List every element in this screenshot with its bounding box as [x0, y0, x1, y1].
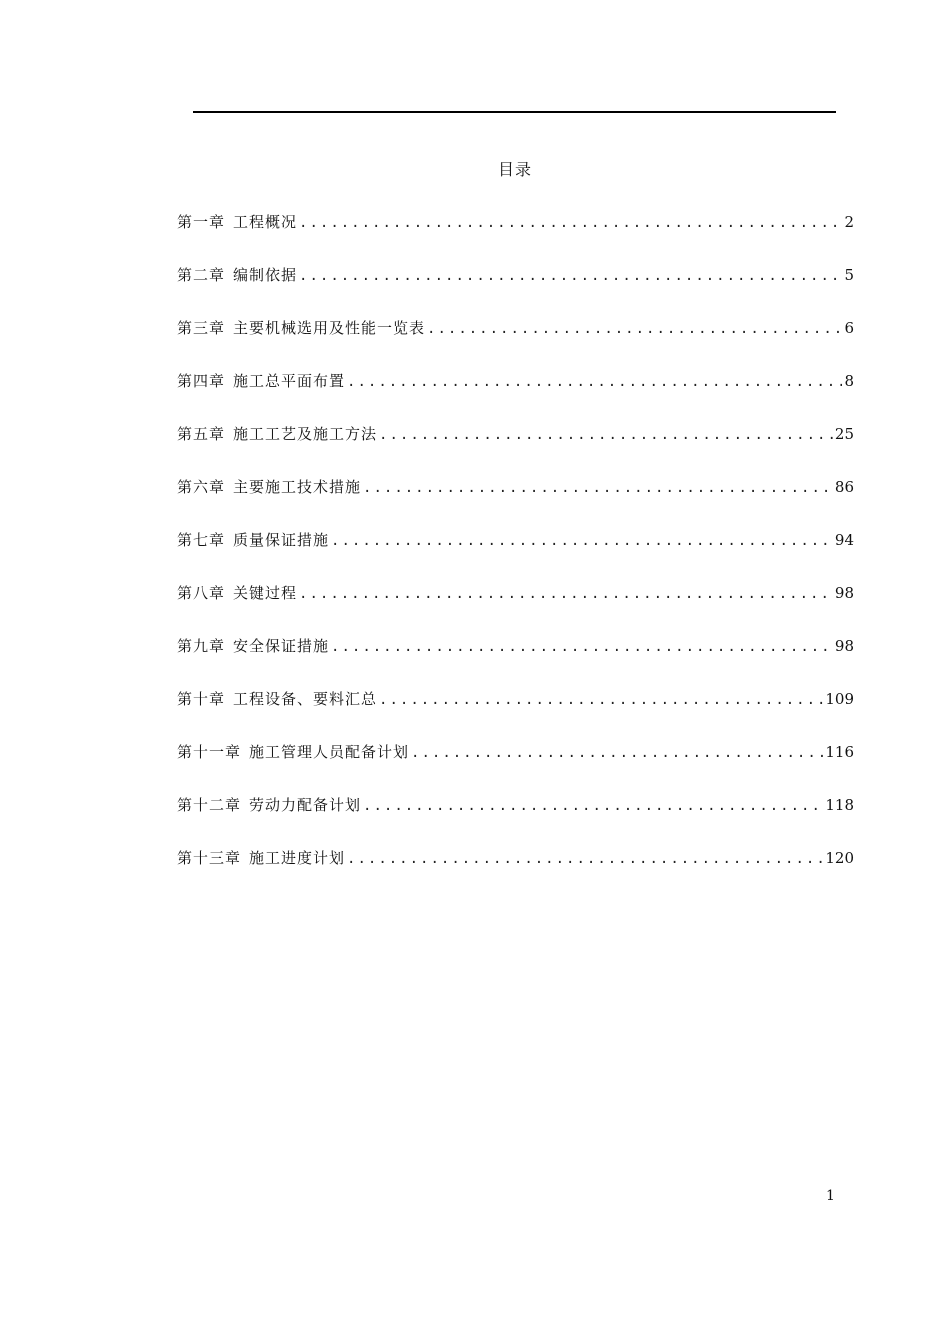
dot-leader — [347, 370, 842, 394]
toc-chapter-number: 第六章 — [177, 478, 226, 496]
toc-page-number: 98 — [834, 637, 854, 655]
dot-leader — [347, 847, 823, 871]
toc-chapter-number: 第三章 — [177, 319, 226, 337]
toc-chapter-number: 第十一章 — [177, 743, 242, 761]
dot-leader — [299, 264, 842, 288]
dot-leader — [363, 794, 823, 818]
toc-entry[interactable] — [177, 210, 854, 263]
toc-chapter-number: 第十二章 — [177, 796, 242, 814]
dot-leader — [427, 317, 842, 341]
toc-chapter-number: 第五章 — [177, 425, 226, 443]
dot-leader — [299, 211, 842, 235]
toc-entry-title: 安全保证措施 — [233, 637, 330, 655]
toc-entry-title: 工程概况 — [233, 213, 298, 231]
dot-leader — [331, 529, 833, 553]
toc-page-number: 2 — [844, 213, 854, 231]
toc-page-number: 120 — [825, 849, 854, 867]
dot-leader — [331, 635, 833, 659]
toc-chapter-number: 第十章 — [177, 690, 226, 708]
header-rule — [193, 111, 836, 113]
toc-entry-title: 质量保证措施 — [233, 531, 330, 549]
toc-entry[interactable] — [177, 687, 854, 740]
toc-entry-title: 编制依据 — [233, 266, 298, 284]
toc-entry-title: 劳动力配备计划 — [249, 796, 362, 814]
toc-chapter-number: 第九章 — [177, 637, 226, 655]
toc-page-number: 86 — [834, 478, 854, 496]
page-number: 1 — [826, 1188, 835, 1204]
toc-page-number: 8 — [844, 372, 854, 390]
toc-entry-title: 关键过程 — [233, 584, 298, 602]
toc-entry[interactable] — [177, 316, 854, 369]
toc-entry-title: 施工工艺及施工方法 — [233, 425, 378, 443]
toc-entry[interactable] — [177, 475, 854, 528]
toc-page-number: 5 — [844, 266, 854, 284]
toc-entry-title: 工程设备、要料汇总 — [233, 690, 378, 708]
toc-page-number: 118 — [825, 796, 854, 814]
toc-chapter-number: 第七章 — [177, 531, 226, 549]
toc-page-number: 94 — [834, 531, 854, 549]
toc-page-number: 98 — [834, 584, 854, 602]
toc-entry[interactable] — [177, 740, 854, 793]
toc-page-number: 6 — [844, 319, 854, 337]
dot-leader — [379, 688, 823, 712]
toc-title: 目录 — [497, 160, 532, 179]
dot-leader — [379, 423, 833, 447]
toc-chapter-number: 第八章 — [177, 584, 226, 602]
toc-chapter-number: 第四章 — [177, 372, 226, 390]
dot-leader — [363, 476, 833, 500]
toc-chapter-number: 第二章 — [177, 266, 226, 284]
toc-entry-title: 施工总平面布置 — [233, 372, 346, 390]
toc-entry[interactable] — [177, 263, 854, 316]
toc-chapter-number: 第十三章 — [177, 849, 242, 867]
toc-page-number: 25 — [834, 425, 854, 443]
toc-entry-title: 施工管理人员配备计划 — [249, 743, 410, 761]
toc-entry[interactable] — [177, 581, 854, 634]
toc-entry[interactable] — [177, 422, 854, 475]
dot-leader — [299, 582, 833, 606]
toc-entry-title: 主要机械选用及性能一览表 — [233, 319, 426, 337]
toc-entry[interactable] — [177, 369, 854, 422]
toc-page-number: 109 — [825, 690, 854, 708]
table-of-contents — [177, 210, 854, 899]
toc-entry-title: 施工进度计划 — [249, 849, 346, 867]
toc-page-number: 116 — [825, 743, 854, 761]
toc-entry[interactable] — [177, 528, 854, 581]
toc-entry[interactable] — [177, 846, 854, 899]
toc-entry-title: 主要施工技术措施 — [233, 478, 362, 496]
toc-entry[interactable] — [177, 634, 854, 687]
toc-entry[interactable] — [177, 793, 854, 846]
toc-chapter-number: 第一章 — [177, 213, 226, 231]
dot-leader — [411, 741, 823, 765]
